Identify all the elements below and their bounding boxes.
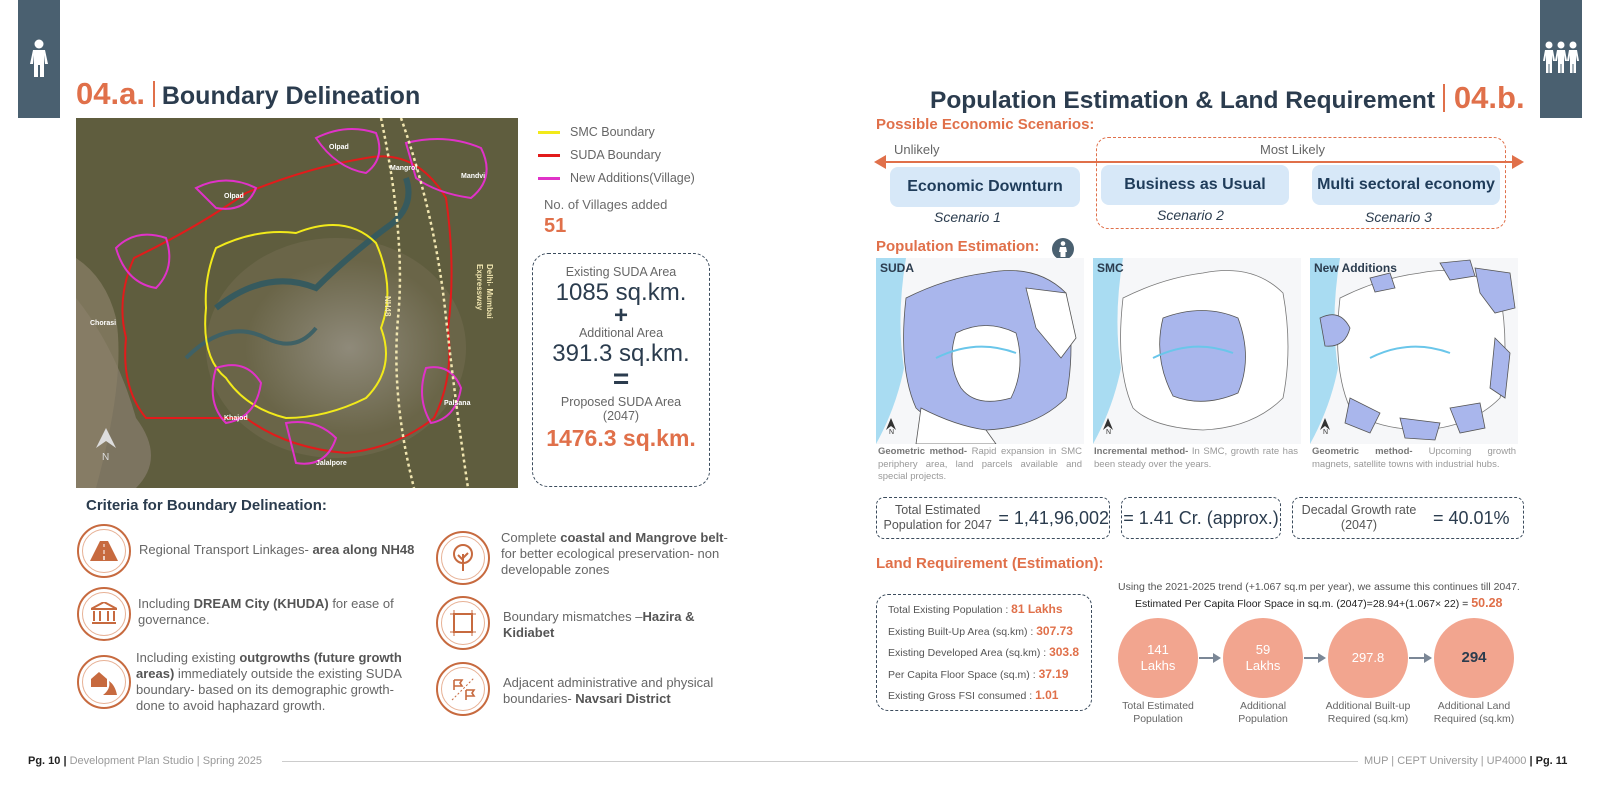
existing-area-value: 1085 sq.km. <box>555 279 687 306</box>
footer-left-text: Development Plan Studio | Spring 2025 <box>69 755 263 767</box>
criterion-mismatch: Boundary mismatches –Hazira & Kidiabet <box>503 609 695 640</box>
approx-population-box <box>1121 497 1281 539</box>
arrow-left-icon <box>874 155 886 169</box>
right-header <box>930 80 1525 116</box>
scenario-3-label: Scenario 3 <box>1365 209 1432 225</box>
additional-area-value: 391.3 sq.km. <box>552 340 690 367</box>
land-item-developed: Existing Developed Area (sq.km) : 303.8 <box>888 645 1080 659</box>
criterion-dream-city: Including DREAM City (KHUDA) for ease of governance. <box>138 596 394 627</box>
flow-circle-additional-builtup: 297.8 <box>1328 618 1408 698</box>
scenario-2-box: Business as Usual <box>1101 165 1289 205</box>
area-summary-box <box>532 253 710 487</box>
flow-label-additional-builtup: Additional Built-up Required (sq.km) <box>1325 700 1411 725</box>
footer-left: Pg. 10 | Development Plan Studio | Spring 2025 <box>28 755 263 767</box>
left-header <box>76 76 420 112</box>
equals-sign: = <box>612 363 630 394</box>
label-olpad-north: Olpad <box>329 144 349 151</box>
right-tab <box>1540 0 1582 118</box>
land-item-floor-space: Per Capita Floor Space (sq.m) : 37.19 <box>888 666 1069 681</box>
floor-space-formula: Estimated Per Capita Floor Space in sq.m. (2047)=28.94+(1.067× 22) = 50.28 <box>1135 596 1503 610</box>
building-icon <box>77 587 131 641</box>
right-section-no: 04.b. <box>1453 80 1525 115</box>
road-icon <box>77 524 131 578</box>
label-jalalpore: Jalalpore <box>316 460 347 467</box>
flow-circle-additional-land: 294 <box>1434 618 1514 698</box>
label-mandvi: Mandvi <box>461 173 486 180</box>
frame-icon <box>436 596 490 650</box>
boundary-map <box>76 118 518 488</box>
villages-count: 51 <box>544 215 567 237</box>
unlikely-label: Unlikely <box>890 142 944 157</box>
new-additions-map-title: New Additions <box>1314 261 1397 275</box>
approx-population-value: = 1.41 Cr. (approx.) <box>1123 507 1279 528</box>
land-item-builtup: Existing Built-Up Area (sq.km) : 307.73 <box>888 623 1073 638</box>
smc-map-north: N <box>1106 429 1112 436</box>
scenario-2-label: Scenario 2 <box>1157 207 1224 223</box>
most-likely-label: Most Likely <box>1256 142 1329 157</box>
villages-label: No. of Villages added <box>544 197 668 212</box>
existing-area-label: Existing SUDA Area <box>565 265 677 279</box>
land-item-population: Total Existing Population : 81 Lakhs <box>888 602 1063 616</box>
flow-label-additional-land: Additional Land Required (sq.km) <box>1433 700 1515 725</box>
additional-area-label: Additional Area <box>578 326 664 340</box>
left-section-no: 04.a. <box>76 76 145 111</box>
land-heading: Land Requirement (Estimation): <box>876 555 1104 572</box>
new-additions-map-north: N <box>1323 429 1329 436</box>
footer-left-page: Pg. 10 <box>28 755 61 767</box>
flags-icon <box>436 662 490 716</box>
proposed-area-label: Proposed SUDA Area <box>560 395 682 409</box>
footer-right-text: MUP | CEPT University | UP4000 <box>1364 755 1527 767</box>
criterion-transport: Regional Transport Linkages- area along NH48 <box>139 542 415 557</box>
decadal-growth-value: = 40.01% <box>1433 507 1510 528</box>
flow-arrow-1 <box>1199 657 1219 659</box>
new-additions-map-caption: Geometric method- Upcoming growth magnets, satellite towns with industrial hubs. <box>1312 446 1516 470</box>
left-page-title: Boundary Delineation <box>161 82 421 110</box>
flow-label-additional-population: Additional Population <box>1238 700 1288 725</box>
houses-icon <box>77 655 131 709</box>
new-additions-map <box>1310 258 1518 444</box>
map-north-label: N <box>102 452 110 463</box>
land-item-fsi: Existing Gross FSI consumed : 1.01 <box>888 688 1059 702</box>
flow-label-total-population: Total Estimated Population <box>1122 700 1194 725</box>
criteria-title: Criteria for Boundary Delineation: <box>86 497 327 514</box>
smc-map <box>1093 258 1301 444</box>
flow-arrow-3 <box>1409 657 1430 659</box>
smc-map-caption: Incremental method- In SMC, growth rate has been steady over the years. <box>1094 446 1299 470</box>
flow-circle-additional-population: 59 Lakhs <box>1223 618 1303 698</box>
criterion-outgrowths: Including existing outgrowths (future growth areas) immediately outside the existing SUDA boundary- based on its demographic growth- done to avoid haphazard growth. <box>136 650 402 713</box>
left-tab <box>18 0 60 118</box>
legend-suda: SUDA Boundary <box>538 144 695 167</box>
arrow-right-icon <box>1512 155 1524 169</box>
smc-map-title: SMC <box>1097 261 1124 275</box>
criterion-adjacent: Adjacent administrative and physical boundaries- Navsari District <box>503 675 714 706</box>
decadal-growth-label-2: (2047) <box>1340 518 1378 532</box>
footer-right: MUP | CEPT University | UP4000 | Pg. 11 <box>1364 755 1568 767</box>
trend-note: Using the 2021-2025 trend (+1.067 sq.m per year), we assume this continues till 2047. <box>1118 581 1520 593</box>
label-palsana: Palsana <box>444 400 471 407</box>
flow-circle-total-population: 141 Lakhs <box>1118 618 1198 698</box>
group-icon <box>1542 40 1580 78</box>
suda-map-caption: Geometric method- Rapid expansion in SMC periphery area, land parcels available and special projects. <box>878 446 1082 482</box>
legend-smc: SMC Boundary <box>538 121 695 144</box>
footer-rule <box>282 761 1358 762</box>
decadal-growth-box <box>1292 497 1524 539</box>
suda-map-title: SUDA <box>880 261 915 275</box>
criterion-coastal: Complete coastal and Mangrove belt- for better ecological preservation- non developable zones <box>501 530 728 577</box>
scenarios-heading: Possible Economic Scenarios: <box>876 116 1095 133</box>
label-olpad-west: Olpad <box>224 193 244 200</box>
tree-icon <box>436 531 490 585</box>
land-existing-box <box>876 594 1092 711</box>
suda-map-north: N <box>889 429 895 436</box>
scenario-3-box: Multi sectoral economy <box>1312 165 1500 205</box>
scenario-1-box: Economic Downturn <box>890 167 1080 207</box>
legend-new-additions: New Additions(Village) <box>538 167 695 190</box>
total-population-label-1: Total Estimated <box>894 503 981 517</box>
label-expressway: Delhi- Mumbai Expressway <box>475 264 494 319</box>
population-heading: Population Estimation: <box>876 238 1040 255</box>
total-population-label-2: Population for 2047 <box>883 518 992 532</box>
right-page-title: Population Estimation & Land Requirement <box>930 87 1436 114</box>
person-icon <box>28 39 50 79</box>
population-icon <box>1052 238 1074 260</box>
flow-arrow-2 <box>1304 657 1324 659</box>
proposed-area-value: 1476.3 sq.km. <box>546 425 696 451</box>
suda-map <box>876 258 1084 444</box>
proposed-area-year: (2047) <box>602 409 640 423</box>
total-population-value: = 1,41,96,002 <box>998 507 1109 528</box>
label-nh48: NH48 <box>383 296 392 317</box>
label-mangrol: Mangrol <box>390 165 418 172</box>
footer-right-page: Pg. 11 <box>1535 755 1568 767</box>
plus-sign: + <box>613 302 628 329</box>
label-chorasi: Chorasi <box>90 320 117 327</box>
decadal-growth-label-1: Decadal Growth rate <box>1301 503 1417 517</box>
scenario-1-label: Scenario 1 <box>934 209 1001 225</box>
label-khajod: Khajod <box>224 415 248 422</box>
map-legend <box>538 121 695 190</box>
total-population-box <box>876 497 1110 539</box>
